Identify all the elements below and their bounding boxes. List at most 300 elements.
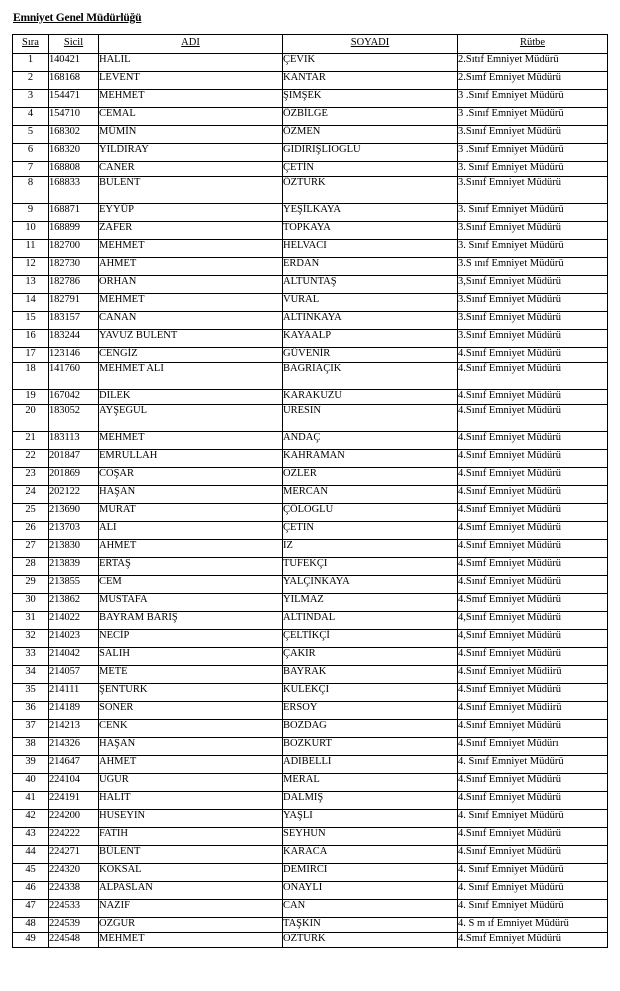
cell-adi: FATIH — [99, 828, 283, 846]
cell-sicil: 224338 — [49, 882, 99, 900]
cell-sicil: 168808 — [49, 162, 99, 177]
cell-adi: MEHMET — [99, 933, 283, 948]
cell-sira: 1 — [13, 54, 49, 72]
table-row — [13, 504, 608, 522]
cell-sicil: 183052 — [49, 405, 99, 432]
cell-sira: 15 — [13, 312, 49, 330]
table-row — [13, 828, 608, 846]
cell-sicil: 224533 — [49, 900, 99, 918]
cell-sicil: 167042 — [49, 390, 99, 405]
table-row — [13, 222, 608, 240]
table-row — [13, 432, 608, 450]
table-row — [13, 390, 608, 405]
cell-rutbe: 4.Sınıf Emniyet Müdürü — [458, 405, 608, 432]
cell-adi: SONER — [99, 702, 283, 720]
cell-sira: 44 — [13, 846, 49, 864]
table-row — [13, 684, 608, 702]
cell-sira: 34 — [13, 666, 49, 684]
column-header-soyadi: SOYADI — [283, 35, 458, 54]
cell-rutbe: 3.Sınıf Emniyet Müdürü — [458, 177, 608, 204]
cell-adi: SALIH — [99, 648, 283, 666]
cell-soyadi: YAŞLI — [283, 810, 458, 828]
table-row — [13, 522, 608, 540]
cell-adi: ŞENTURK — [99, 684, 283, 702]
cell-soyadi: ŞIMŞEK — [283, 90, 458, 108]
cell-sira: 10 — [13, 222, 49, 240]
table-row — [13, 486, 608, 504]
cell-rutbe: 4.Sımf Emniyet Müdürü — [458, 558, 608, 576]
cell-soyadi: YALÇINKAYA — [283, 576, 458, 594]
cell-sira: 43 — [13, 828, 49, 846]
cell-soyadi: URESIN — [283, 405, 458, 432]
cell-adi: CENGİZ — [99, 348, 283, 363]
cell-soyadi: BAGRIAÇIK — [283, 363, 458, 390]
cell-rutbe: 3. Sınıf Emniyet Müdürü — [458, 162, 608, 177]
cell-adi: METE — [99, 666, 283, 684]
cell-sira: 45 — [13, 864, 49, 882]
cell-rutbe: 4.Sınıf Emniyet Müdürü — [458, 828, 608, 846]
cell-adi: BAYRAM BARIŞ — [99, 612, 283, 630]
table-row — [13, 258, 608, 276]
cell-adi: OZGUR — [99, 918, 283, 933]
table-row — [13, 738, 608, 756]
cell-soyadi: KULEKÇI — [283, 684, 458, 702]
cell-soyadi: ADIBELLI — [283, 756, 458, 774]
cell-soyadi: ALTUNTAŞ — [283, 276, 458, 294]
cell-sicil: 168871 — [49, 204, 99, 222]
cell-rutbe: 2.Sımf Emniyet Müdürü — [458, 72, 608, 90]
cell-adi: MÜMİN — [99, 126, 283, 144]
table-row — [13, 144, 608, 162]
cell-adi: MEHMET — [99, 432, 283, 450]
cell-sira: 23 — [13, 468, 49, 486]
table-row — [13, 405, 608, 432]
table-row — [13, 648, 608, 666]
cell-sicil: 183113 — [49, 432, 99, 450]
cell-sicil: 201847 — [49, 450, 99, 468]
cell-sira: 42 — [13, 810, 49, 828]
cell-rutbe: 4.Sımf Emniyet Müdürü — [458, 522, 608, 540]
cell-adi: AHMET — [99, 258, 283, 276]
cell-sira: 6 — [13, 144, 49, 162]
cell-soyadi: CAN — [283, 900, 458, 918]
cell-adi: YILDIRAY — [99, 144, 283, 162]
table-row — [13, 126, 608, 144]
table-row — [13, 54, 608, 72]
table-row — [13, 363, 608, 390]
cell-sira: 4 — [13, 108, 49, 126]
table-row — [13, 72, 608, 90]
table-row — [13, 468, 608, 486]
table-row — [13, 108, 608, 126]
cell-adi: EMRULLAH — [99, 450, 283, 468]
table-header — [13, 35, 608, 54]
cell-soyadi: OZLER — [283, 468, 458, 486]
cell-soyadi: ONAYLI — [283, 882, 458, 900]
cell-soyadi: BAYRAK — [283, 666, 458, 684]
cell-sira: 21 — [13, 432, 49, 450]
cell-adi: YAVUZ BULENT — [99, 330, 283, 348]
cell-adi: LEVENT — [99, 72, 283, 90]
cell-sicil: 154471 — [49, 90, 99, 108]
table-row — [13, 348, 608, 363]
cell-rutbe: 3.Sınıf Emniyet Müdürü — [458, 294, 608, 312]
table-row — [13, 630, 608, 648]
table-row — [13, 450, 608, 468]
cell-soyadi: ÇAKIR — [283, 648, 458, 666]
table-row — [13, 558, 608, 576]
cell-soyadi: GÜVENİR — [283, 348, 458, 363]
cell-rutbe: 4. Sınıf Emniyet Müdürü — [458, 810, 608, 828]
cell-sicil: 168320 — [49, 144, 99, 162]
cell-sira: 12 — [13, 258, 49, 276]
cell-rutbe: 3. Sınıf Emniyet Müdürü — [458, 240, 608, 258]
cell-sicil: 224222 — [49, 828, 99, 846]
cell-soyadi: KARACA — [283, 846, 458, 864]
cell-rutbe: 3 .Sınıf Emniyet Müdürü — [458, 144, 608, 162]
cell-sira: 14 — [13, 294, 49, 312]
cell-adi: MURAT — [99, 504, 283, 522]
cell-soyadi: MERCAN — [283, 486, 458, 504]
cell-adi: DILEK — [99, 390, 283, 405]
cell-adi: EYYÜP — [99, 204, 283, 222]
cell-sira: 41 — [13, 792, 49, 810]
cell-soyadi: ALTINDAL — [283, 612, 458, 630]
cell-rutbe: 4.Smıf Emniyet Müdürü — [458, 933, 608, 948]
column-header-sicil: Sicil — [49, 35, 99, 54]
cell-sicil: 214022 — [49, 612, 99, 630]
cell-sicil: 213839 — [49, 558, 99, 576]
cell-sira: 11 — [13, 240, 49, 258]
cell-sicil: 140421 — [49, 54, 99, 72]
cell-adi: ORHAN — [99, 276, 283, 294]
cell-soyadi: TAŞKIN — [283, 918, 458, 933]
cell-sira: 48 — [13, 918, 49, 933]
cell-sicil: 213830 — [49, 540, 99, 558]
cell-adi: HUSEYIN — [99, 810, 283, 828]
cell-rutbe: 4.Sınıf Emniyet Müdürü — [458, 348, 608, 363]
cell-sira: 32 — [13, 630, 49, 648]
cell-rutbe: 3. Sınıf Emniyet Müdürü — [458, 204, 608, 222]
cell-sira: 37 — [13, 720, 49, 738]
cell-adi: AHMET — [99, 540, 283, 558]
cell-sira: 24 — [13, 486, 49, 504]
cell-sicil: 183244 — [49, 330, 99, 348]
cell-sira: 18 — [13, 363, 49, 390]
cell-rutbe: 4.Sınıf Emniyet Müdürü — [458, 432, 608, 450]
cell-adi: CANER — [99, 162, 283, 177]
cell-soyadi: DALMIŞ — [283, 792, 458, 810]
table-row — [13, 330, 608, 348]
cell-sira: 7 — [13, 162, 49, 177]
cell-rutbe: 4. Sınıf Emniyet Müdürü — [458, 900, 608, 918]
cell-rutbe: 4.Sınıf Emniyet Müdürü — [458, 774, 608, 792]
table-row — [13, 900, 608, 918]
cell-rutbe: 4.Smıf Emniyet Müdürü — [458, 594, 608, 612]
cell-rutbe: 3 .Sınıf Emniyet Müdürü — [458, 108, 608, 126]
page-title: Emniyet Genel Müdürlüğü — [13, 12, 142, 24]
table-body — [13, 54, 608, 948]
cell-adi: HAŞAN — [99, 738, 283, 756]
cell-soyadi: KAHRAMAN — [283, 450, 458, 468]
cell-adi: HALIL — [99, 54, 283, 72]
cell-sira: 30 — [13, 594, 49, 612]
cell-sicil: 214647 — [49, 756, 99, 774]
cell-adi: COŞAR — [99, 468, 283, 486]
cell-sicil: 182700 — [49, 240, 99, 258]
cell-sicil: 214023 — [49, 630, 99, 648]
cell-sira: 2 — [13, 72, 49, 90]
cell-soyadi: ÖZBİLGE — [283, 108, 458, 126]
table-row — [13, 90, 608, 108]
table-row — [13, 702, 608, 720]
cell-rutbe: 4.Sınıf Emniyet Müdürü — [458, 576, 608, 594]
cell-adi: KOKSAL — [99, 864, 283, 882]
cell-adi: ERTAŞ — [99, 558, 283, 576]
cell-rutbe: 4.Sınıf Emniyet Müdürü — [458, 450, 608, 468]
cell-sira: 27 — [13, 540, 49, 558]
cell-sicil: 183157 — [49, 312, 99, 330]
cell-sicil: 213855 — [49, 576, 99, 594]
cell-sira: 28 — [13, 558, 49, 576]
cell-sicil: 214189 — [49, 702, 99, 720]
cell-soyadi: DEMIRCI — [283, 864, 458, 882]
table-row — [13, 294, 608, 312]
cell-rutbe: 4.Sınıf Emniyet Müdürü — [458, 468, 608, 486]
cell-rutbe: 4.Sınıf Emniyet Müdürı — [458, 738, 608, 756]
cell-adi: NAZIF — [99, 900, 283, 918]
cell-sicil: 224548 — [49, 933, 99, 948]
cell-soyadi: ÇELTİKÇİ — [283, 630, 458, 648]
cell-soyadi: OZTURK — [283, 933, 458, 948]
cell-sicil: 201869 — [49, 468, 99, 486]
table-row — [13, 612, 608, 630]
cell-adi: MEHMET ALI — [99, 363, 283, 390]
cell-rutbe: 4.Sınıf Emniyet Müdürü — [458, 684, 608, 702]
cell-soyadi: HELVACI — [283, 240, 458, 258]
cell-rutbe: 3.Sınıf Emniyet Müdürü — [458, 126, 608, 144]
cell-adi: HALIT — [99, 792, 283, 810]
cell-rutbe: 4. Sınıf Emniyet Müdürü — [458, 882, 608, 900]
table-row — [13, 792, 608, 810]
table-row — [13, 576, 608, 594]
column-header-adi: ADI — [99, 35, 283, 54]
cell-rutbe: 4.Sınıf Emniyet Müdürü — [458, 390, 608, 405]
cell-adi: UĞUR — [99, 774, 283, 792]
personnel-roster-table — [12, 34, 608, 948]
cell-adi: AHMET — [99, 756, 283, 774]
table-header-row — [13, 35, 608, 54]
cell-adi: MEHMET — [99, 240, 283, 258]
cell-soyadi: KAYAALP — [283, 330, 458, 348]
cell-sicil: 224271 — [49, 846, 99, 864]
cell-sira: 46 — [13, 882, 49, 900]
cell-sicil: 182786 — [49, 276, 99, 294]
cell-sira: 3 — [13, 90, 49, 108]
cell-sira: 17 — [13, 348, 49, 363]
cell-sira: 40 — [13, 774, 49, 792]
cell-sira: 22 — [13, 450, 49, 468]
cell-soyadi: YILMAZ — [283, 594, 458, 612]
cell-soyadi: ÇÖLOGLU — [283, 504, 458, 522]
cell-rutbe: 4.Sınıf Emniyet Müdürü — [458, 504, 608, 522]
cell-rutbe: 4. Sınıf Emniyet Müdürü — [458, 756, 608, 774]
cell-sicil: 224539 — [49, 918, 99, 933]
cell-adi: CEMAL — [99, 108, 283, 126]
cell-sicil: 168833 — [49, 177, 99, 204]
cell-sicil: 213690 — [49, 504, 99, 522]
cell-soyadi: MERAL — [283, 774, 458, 792]
cell-rutbe: 3 .Sınıf Emniyet Müdürü — [458, 90, 608, 108]
cell-adi: MEHMET — [99, 294, 283, 312]
cell-sicil: 123146 — [49, 348, 99, 363]
cell-soyadi: ÖZTURK — [283, 177, 458, 204]
cell-soyadi: KANTAR — [283, 72, 458, 90]
cell-soyadi: BOZKURT — [283, 738, 458, 756]
cell-sira: 38 — [13, 738, 49, 756]
cell-sicil: 214326 — [49, 738, 99, 756]
cell-soyadi: ALTINKAYA — [283, 312, 458, 330]
cell-soyadi: ÇEVIK — [283, 54, 458, 72]
cell-sira: 49 — [13, 933, 49, 948]
cell-rutbe: 4.Sınıf Emniyet Müdürü — [458, 540, 608, 558]
cell-sira: 35 — [13, 684, 49, 702]
table-row — [13, 276, 608, 294]
cell-adi: ALI — [99, 522, 283, 540]
cell-rutbe: 3.S ınıf Emniyet Müdürü — [458, 258, 608, 276]
column-header-sira: Sıra — [13, 35, 49, 54]
cell-sira: 5 — [13, 126, 49, 144]
cell-sicil: 182730 — [49, 258, 99, 276]
cell-adi: ALPASLAN — [99, 882, 283, 900]
cell-sira: 29 — [13, 576, 49, 594]
table-row — [13, 810, 608, 828]
cell-rutbe: 4.Sınıf Emniyet Müdürü — [458, 648, 608, 666]
cell-sira: 8 — [13, 177, 49, 204]
cell-sicil: 224200 — [49, 810, 99, 828]
cell-adi: NECİP — [99, 630, 283, 648]
cell-rutbe: 4.Sınıf Emniyet Müdürü — [458, 720, 608, 738]
cell-soyadi: GIDIRIŞLIOGLU — [283, 144, 458, 162]
cell-rutbe: 2.Sıtıf Emniyet Müdürü — [458, 54, 608, 72]
cell-sicil: 213862 — [49, 594, 99, 612]
cell-adi: AYŞEGUL — [99, 405, 283, 432]
table-row — [13, 177, 608, 204]
cell-sicil: 168899 — [49, 222, 99, 240]
cell-sicil: 202122 — [49, 486, 99, 504]
cell-adi: ZAFER — [99, 222, 283, 240]
cell-soyadi: VURAL — [283, 294, 458, 312]
cell-sira: 33 — [13, 648, 49, 666]
table-row — [13, 162, 608, 177]
table-row — [13, 774, 608, 792]
cell-adi: CEM — [99, 576, 283, 594]
table-row — [13, 666, 608, 684]
cell-adi: BULENT — [99, 177, 283, 204]
cell-sira: 9 — [13, 204, 49, 222]
cell-adi: HAŞAN — [99, 486, 283, 504]
cell-sicil: 182791 — [49, 294, 99, 312]
table-row — [13, 846, 608, 864]
cell-sicil: 214057 — [49, 666, 99, 684]
cell-adi: CANAN — [99, 312, 283, 330]
cell-rutbe: 4.Sınıf Emniyet Müdürü — [458, 846, 608, 864]
table-row — [13, 594, 608, 612]
table-row — [13, 720, 608, 738]
cell-sira: 20 — [13, 405, 49, 432]
cell-rutbe: 4,Sınıf Emniyet Müdürü — [458, 612, 608, 630]
cell-soyadi: ÇETIN — [283, 522, 458, 540]
cell-adi: MEHMET — [99, 90, 283, 108]
cell-sira: 19 — [13, 390, 49, 405]
cell-rutbe: 3,Sınıf Emniyet Müdürü — [458, 276, 608, 294]
cell-sira: 47 — [13, 900, 49, 918]
cell-sira: 36 — [13, 702, 49, 720]
table-row — [13, 756, 608, 774]
cell-adi: MUSTAFA — [99, 594, 283, 612]
cell-sicil: 168302 — [49, 126, 99, 144]
cell-rutbe: 4. S m ıf Emniyet Müdürü — [458, 918, 608, 933]
cell-soyadi: TOPKAYA — [283, 222, 458, 240]
cell-sicil: 224320 — [49, 864, 99, 882]
cell-rutbe: 4,Sınıf Emniyet Müdürü — [458, 630, 608, 648]
cell-sicil: 154710 — [49, 108, 99, 126]
cell-sicil: 224104 — [49, 774, 99, 792]
cell-soyadi: YEŞİLKAYA — [283, 204, 458, 222]
cell-sicil: 141760 — [49, 363, 99, 390]
cell-sira: 16 — [13, 330, 49, 348]
cell-adi: BÜLENT — [99, 846, 283, 864]
cell-soyadi: KARAKUZU — [283, 390, 458, 405]
table-row — [13, 918, 608, 933]
column-header-rutbe: Rütbe — [458, 35, 608, 54]
cell-soyadi: ÖZMEN — [283, 126, 458, 144]
cell-rutbe: 3.Sınıf Emniyet Müdürü — [458, 330, 608, 348]
cell-rutbe: 4. Sınıf Emniyet Müdürü — [458, 864, 608, 882]
cell-sira: 26 — [13, 522, 49, 540]
cell-rutbe: 3.Sınıf Emniyet Müdürü — [458, 222, 608, 240]
cell-sicil: 214042 — [49, 648, 99, 666]
cell-soyadi: ERSOY — [283, 702, 458, 720]
cell-sira: 13 — [13, 276, 49, 294]
cell-soyadi: ANDAÇ — [283, 432, 458, 450]
cell-soyadi: BOZDAG — [283, 720, 458, 738]
cell-rutbe: 4.Sınıf Emniyet Müdürü — [458, 363, 608, 390]
table-row — [13, 204, 608, 222]
cell-sicil: 168168 — [49, 72, 99, 90]
cell-rutbe: 4.Sınıf Emniyet Müdiirü — [458, 702, 608, 720]
cell-sira: 39 — [13, 756, 49, 774]
cell-soyadi: TUFEKÇI — [283, 558, 458, 576]
cell-soyadi: SEYHUN — [283, 828, 458, 846]
table-row — [13, 240, 608, 258]
cell-sicil: 224191 — [49, 792, 99, 810]
table-row — [13, 312, 608, 330]
cell-rutbe: 4.Sınıf Emniyet Müdürü — [458, 486, 608, 504]
cell-soyadi: IZ — [283, 540, 458, 558]
cell-rutbe: 3.Sınıf Emniyet Müdürü — [458, 312, 608, 330]
cell-rutbe: 4.Sınıf Emniyet Müdürü — [458, 792, 608, 810]
cell-sira: 31 — [13, 612, 49, 630]
cell-sicil: 214111 — [49, 684, 99, 702]
table-row — [13, 882, 608, 900]
cell-rutbe: 4.Sınıf Emniyet Müdiirü — [458, 666, 608, 684]
cell-adi: CENK — [99, 720, 283, 738]
cell-sira: 25 — [13, 504, 49, 522]
table-row — [13, 933, 608, 948]
table-row — [13, 540, 608, 558]
cell-soyadi: ÇETİN — [283, 162, 458, 177]
